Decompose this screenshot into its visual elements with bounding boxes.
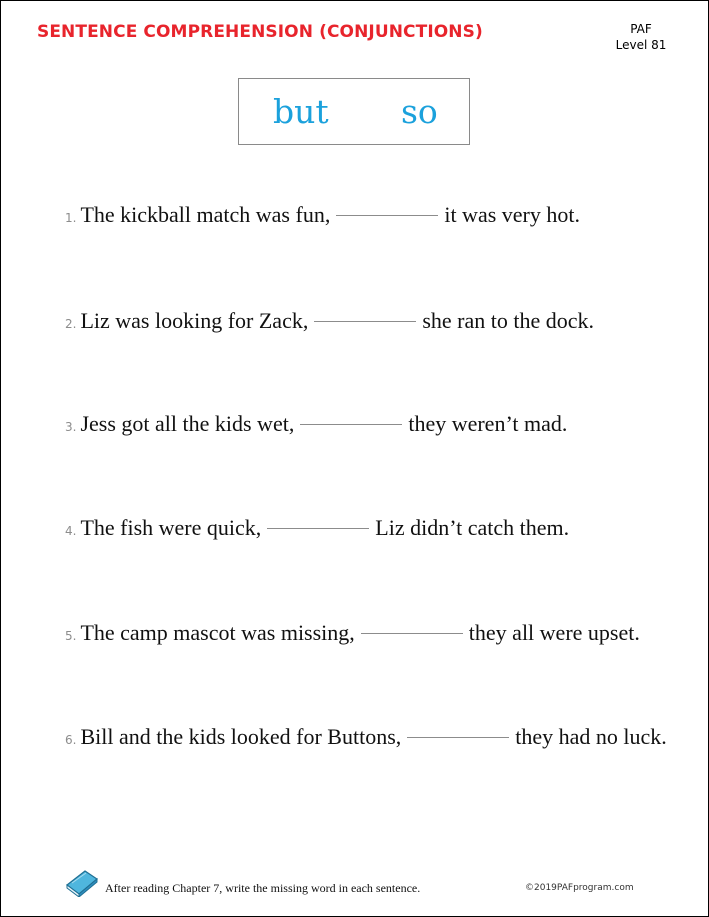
sentence-end: Liz didn’t catch them. bbox=[375, 515, 570, 540]
sentence-item bbox=[65, 618, 640, 648]
sentence-item bbox=[65, 409, 567, 439]
sentence-end: they weren’t mad. bbox=[408, 411, 568, 436]
answer-blank[interactable] bbox=[300, 423, 402, 425]
sentence-number: 4. bbox=[65, 524, 77, 538]
level-number: Level 81 bbox=[615, 38, 667, 52]
sentence-start: The kickball match was fun, bbox=[80, 202, 331, 227]
program-name: PAF bbox=[630, 22, 652, 36]
sentence-item bbox=[65, 306, 594, 336]
book-icon bbox=[63, 867, 99, 897]
instructions: After reading Chapter 7, write the missing word in each sentence. bbox=[105, 881, 421, 895]
sentence-end: she ran to the dock. bbox=[422, 308, 594, 333]
sentence-number: 3. bbox=[65, 420, 77, 434]
sentence-item bbox=[65, 722, 667, 752]
answer-blank[interactable] bbox=[267, 527, 369, 529]
page-title: SENTENCE COMPREHENSION (CONJUNCTIONS) bbox=[37, 22, 483, 42]
sentence-number: 5. bbox=[65, 629, 77, 643]
sentence-end: it was very hot. bbox=[444, 202, 580, 227]
sentence-start: Liz was looking for Zack, bbox=[80, 308, 309, 333]
answer-blank[interactable] bbox=[361, 632, 463, 634]
word-bank bbox=[238, 78, 470, 145]
sentence-number: 2. bbox=[65, 317, 77, 331]
program-level-label bbox=[613, 21, 669, 53]
sentence-start: The fish were quick, bbox=[80, 515, 262, 540]
sentence-number: 1. bbox=[65, 211, 77, 225]
sentence-start: Jess got all the kids wet, bbox=[80, 411, 295, 436]
answer-blank[interactable] bbox=[314, 320, 416, 322]
sentence-item bbox=[65, 200, 580, 230]
word-bank-item: but bbox=[273, 92, 329, 131]
sentence-end: they had no luck. bbox=[515, 724, 667, 749]
answer-blank[interactable] bbox=[407, 736, 509, 738]
copyright-text: ©2019PAFprogram.com bbox=[525, 883, 634, 893]
sentence-start: Bill and the kids looked for Buttons, bbox=[80, 724, 402, 749]
sentence-number: 6. bbox=[65, 733, 77, 747]
word-bank-item: so bbox=[401, 92, 438, 131]
sentence-start: The camp mascot was missing, bbox=[80, 620, 355, 645]
answer-blank[interactable] bbox=[336, 214, 438, 216]
sentence-item bbox=[65, 513, 569, 543]
sentence-end: they all were upset. bbox=[468, 620, 640, 645]
